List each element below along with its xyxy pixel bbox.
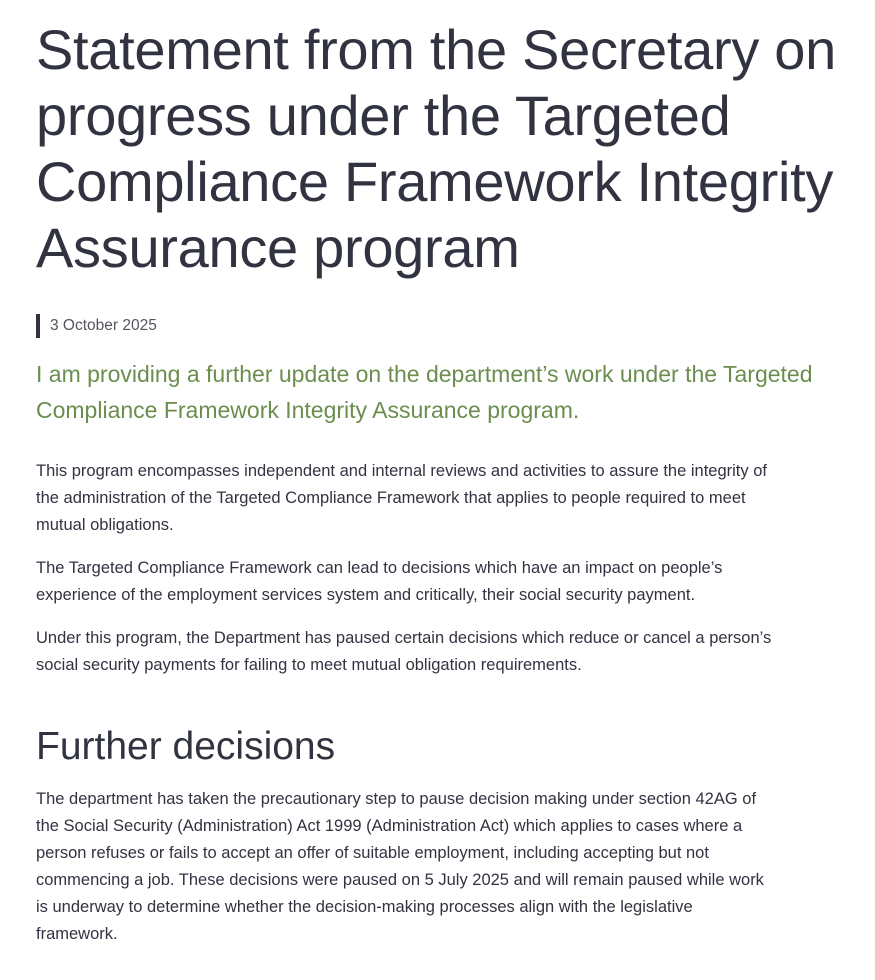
further-decisions-section — [36, 786, 776, 948]
body-paragraph-2: The Targeted Compliance Framework can lead to decisions which have an impact on people’s experience of the employment services system and critically, their social security payment. — [36, 559, 723, 604]
section-heading-further-decisions: Further decisions — [36, 725, 336, 768]
body-paragraph-1: This program encompasses independent and internal reviews and activities to assure the integrity of the administration of the Targeted Compliance Framework that applies to people required to meet mutual obligations. — [36, 462, 767, 534]
page-title: Statement from the Secretary on progress under the Targeted Compliance Framework Integrity Assurance program — [36, 18, 836, 279]
intro-section — [36, 458, 776, 679]
article — [36, 17, 844, 948]
body-paragraph-3: Under this program, the Department has paused certain decisions which reduce or cancel a person’s social security payments for failing to meet mutual obligation requirements. — [36, 629, 772, 674]
further-decisions-paragraph-1: The department has taken the precautionary step to pause decision making under section 42AG of the Social Security (Administration) Act 1999 (Administration Act) which applies to cases where a person refuses or fails to accept an offer of suitable employment, including accepting but not commencing a job. These decisions were paused on 5 July 2025 and will remain paused while work is underway to determine whether the decision-making processes align with the legislative framework. — [36, 790, 764, 943]
publish-date: 3 October 2025 — [36, 314, 844, 338]
lead-paragraph: I am providing a further update on the department’s work under the Targeted Compliance Framework Integrity Assurance program. — [36, 361, 813, 423]
